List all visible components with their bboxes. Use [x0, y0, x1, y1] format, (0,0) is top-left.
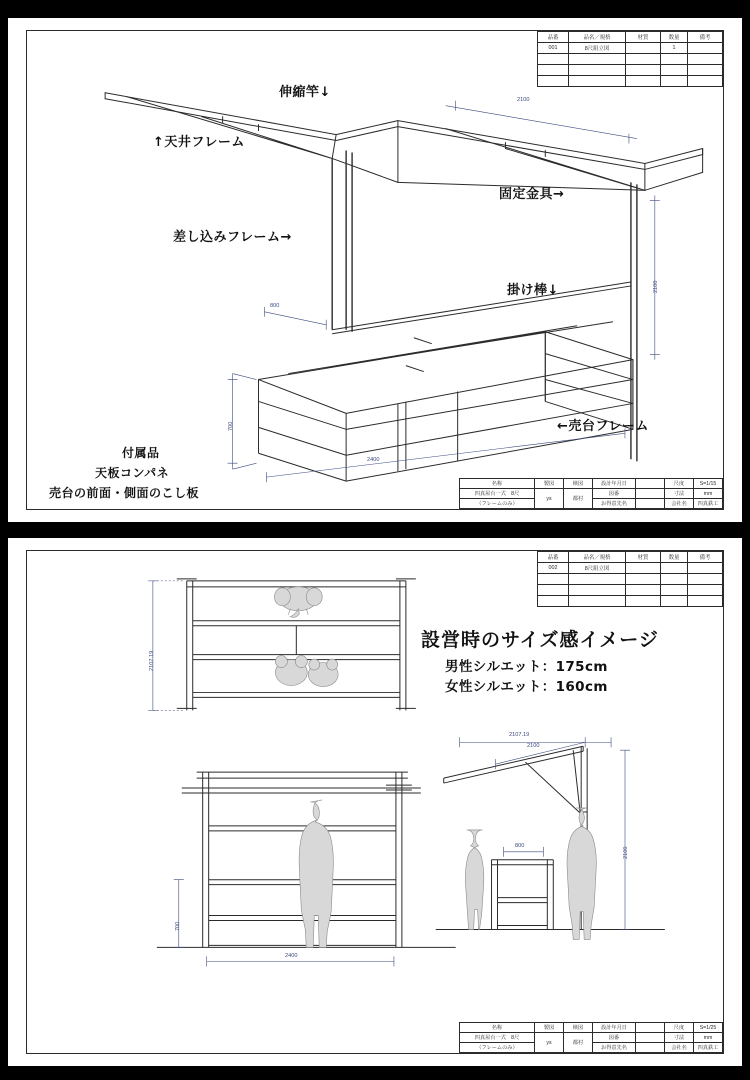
sheet-2-border — [26, 550, 724, 1054]
col-part-name: 品名／規格 — [569, 32, 626, 43]
label-drawing-no: 図番 — [593, 1033, 636, 1043]
size-image-headline: 設営時のサイズ感イメージ — [421, 629, 659, 651]
title-block-row — [460, 489, 723, 499]
annotation-stall-frame: ←売台フレーム — [557, 419, 649, 434]
value-client — [636, 1043, 665, 1053]
col-part-no: 品番 — [538, 32, 569, 43]
label-drawn: 製図 — [535, 1023, 564, 1033]
isometric-stall-drawing — [27, 31, 723, 509]
col-material: 材質 — [626, 32, 661, 43]
label-company: 会社名 — [665, 499, 694, 509]
dim-post-height-2: 2100 — [623, 846, 629, 859]
label-dimension-unit: 寸法 — [665, 489, 694, 499]
label-dimension-unit: 寸法 — [665, 1033, 694, 1043]
value-name-line2: （フレームのみ） — [460, 1043, 535, 1053]
value-checked: 都村 — [564, 489, 593, 509]
col-quantity: 数量 — [661, 32, 688, 43]
label-date: 設計年月日 — [593, 479, 636, 489]
annotation-insert-frame: 差し込みフレーム→ — [173, 230, 292, 245]
annotation-hanging-bar: 掛け棒↓ — [507, 283, 559, 298]
dim-roof-depth-2: 2100 — [527, 743, 540, 749]
value-name-line1: 四真屋台一式 8尺 — [460, 489, 535, 499]
value-client — [636, 499, 665, 509]
accessories-line-1: 天板コンパネ — [95, 466, 170, 480]
value-scale: S=1/15 — [694, 479, 723, 489]
value-checked: 都村 — [564, 1033, 593, 1053]
value-dimension-unit: mm — [694, 489, 723, 499]
dim-side-total-height-2: 2107.19 — [509, 732, 530, 738]
label-scale: 尺度 — [665, 479, 694, 489]
cell-part-no: 002 — [538, 563, 569, 574]
male-silhouette-note: 男性シルエット：175cm — [445, 659, 608, 675]
cell-quantity: 1 — [661, 43, 688, 54]
value-scale: S=1/25 — [694, 1023, 723, 1033]
label-client: お得意先名 — [593, 499, 636, 509]
col-quantity: 数量 — [661, 552, 688, 563]
label-date: 設計年月日 — [593, 1023, 636, 1033]
annotation-telescoping-pole: 伸縮竿↓ — [279, 85, 331, 100]
cell-part-name: 8尺組立図 — [569, 43, 626, 54]
col-part-name: 品名／規格 — [569, 552, 626, 563]
value-date — [636, 1023, 665, 1033]
dim-counter-width-1: 2400 — [367, 457, 380, 463]
dim-roof-depth-1: 2100 — [517, 97, 530, 103]
dim-counter-width-2: 2400 — [285, 953, 298, 959]
col-remarks: 備考 — [688, 32, 723, 43]
value-drawing-no — [636, 1033, 665, 1043]
label-drawing-no: 図番 — [593, 489, 636, 499]
dim-front-height-2: 2107.19 — [149, 650, 155, 671]
sheet-1-border — [26, 30, 724, 510]
title-block-2 — [459, 1022, 723, 1053]
value-dimension-unit: mm — [694, 1033, 723, 1043]
dim-counter-height-2: 700 — [175, 921, 181, 931]
label-scale: 尺度 — [665, 1023, 694, 1033]
dim-post-height-1: 2100 — [653, 280, 659, 293]
value-name-line2: （フレームのみ） — [460, 499, 535, 509]
annotation-fixing-bracket: 固定金具→ — [499, 187, 565, 202]
col-part-no: 品番 — [538, 552, 569, 563]
label-drawn: 製図 — [535, 479, 564, 489]
label-name: 名称 — [460, 1023, 535, 1033]
label-checked: 検図 — [564, 1023, 593, 1033]
accessories-line-2: 売台の前面・側面のこし板 — [49, 486, 200, 500]
annotation-ceiling-frame: ↑天井フレーム — [153, 135, 245, 150]
value-drawn: ys — [535, 489, 564, 509]
cell-part-name: 8尺組立図 — [569, 563, 626, 574]
female-silhouette-note: 女性シルエット：160cm — [445, 679, 608, 695]
title-block-header-row — [460, 1023, 723, 1033]
title-block-row — [460, 1033, 723, 1043]
dim-counter-depth-2: 800 — [515, 843, 525, 849]
value-company: 四真鉄工 — [694, 499, 723, 509]
dim-counter-height-1: 700 — [228, 421, 234, 431]
cell-part-no: 001 — [538, 43, 569, 54]
title-block-header-row — [460, 479, 723, 489]
label-name: 名称 — [460, 479, 535, 489]
col-remarks: 備考 — [688, 552, 723, 563]
drawing-sheet-1 — [8, 18, 742, 522]
value-date — [636, 479, 665, 489]
col-material: 材質 — [626, 552, 661, 563]
drawing-sheet-2 — [8, 538, 742, 1066]
value-drawn: ys — [535, 1033, 564, 1053]
label-client: お得意先名 — [593, 1043, 636, 1053]
value-name-line1: 四真屋台一式 8尺 — [460, 1033, 535, 1043]
label-checked: 検図 — [564, 479, 593, 489]
dim-counter-depth-1: 800 — [270, 303, 280, 309]
accessories-heading: 付属品 — [122, 446, 160, 460]
label-company: 会社名 — [665, 1043, 694, 1053]
title-block-1 — [459, 478, 723, 509]
value-company: 四真鉄工 — [694, 1043, 723, 1053]
value-drawing-no — [636, 489, 665, 499]
